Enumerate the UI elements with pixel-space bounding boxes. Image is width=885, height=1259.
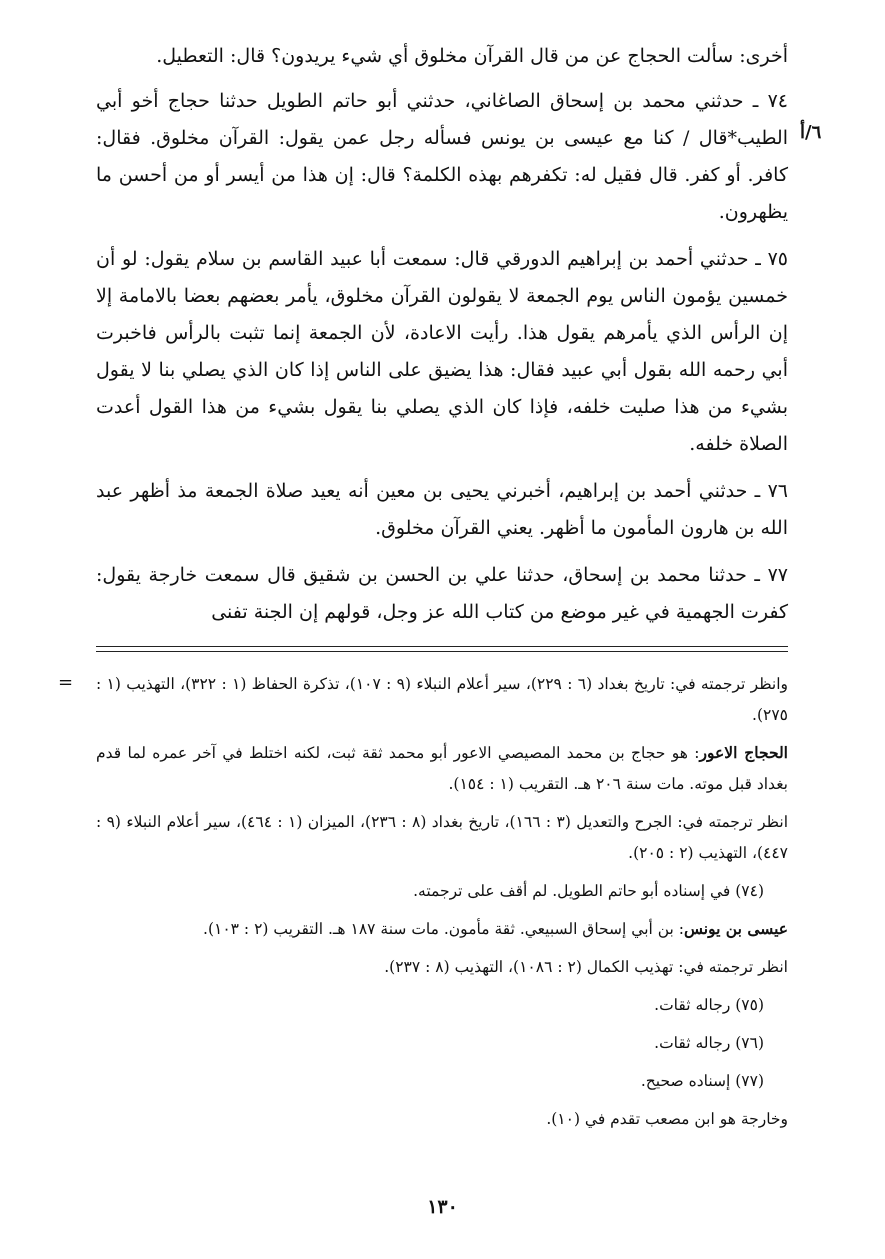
footnote-separator-line bbox=[96, 646, 788, 647]
margin-folio-reference: ٦/أ bbox=[800, 122, 822, 143]
footnote-item: انظر ترجمته في: الجرح والتعديل (٣ : ١٦٦)، تاريخ بغداد (٨ : ٢٣٦)، الميزان (١ : ٤٦٤)، سير أعلام النبلاء (٩ : ٤٤٧)، التهذيب (٢ : ٢٠٥). bbox=[96, 813, 789, 862]
footnote-item: وانظر ترجمته في: تاريخ بغداد (٦ : ٢٢٩)، سير أعلام النبلاء (٩ : ١٠٧)، تذكرة الحفاظ (١ : ٣٢٢)، التهذيب (١ : ٢٧٥). bbox=[96, 675, 789, 724]
paragraph-76: ٧٦ ـ حدثني أحمد بن إبراهيم، أخبرني يحيى بن معين أنه يعيد صلاة الجمعة مذ أظهر عبد الله بن هارون المأمون ما أظهر. يعني القرآن مخلوق. bbox=[96, 480, 788, 539]
footnote-item: انظر ترجمته في: تهذيب الكمال (٢ : ١٠٨٦)، التهذيب (٨ : ٢٣٧). bbox=[384, 958, 788, 976]
footnote-continuation-mark: = bbox=[58, 672, 74, 693]
footnote-item: عيسى بن يونس: بن أبي إسحاق السبيعي. ثقة مأمون. مات سنة ١٨٧ هـ. التقريب (٢ : ١٠٣). bbox=[203, 919, 788, 938]
footnote-item: (٧٥) رجاله ثقات. bbox=[654, 996, 764, 1014]
footnote-item: (٧٦) رجاله ثقات. bbox=[654, 1034, 764, 1052]
paragraph-75: ٧٥ ـ حدثني أحمد بن إبراهيم الدورقي قال: سمعت أبا عبيد القاسم بن سلام يقول: لو أن خمسين يؤمون الناس يوم الجمعة لا يقولون القرآن مخلوق، يأمر بعضهم بعضا بالامامة إلا إن الرأس الذي يأمرهم يقول هذا. رأيت الاعادة، لأن الجمعة إنما تثبت بالرأس فاخبرت أبي رحمه الله بقول أبي عبيد فقال: هذا يضيق على الناس إذا كان الذي يصلي بنا لا يقول بشيء من هذا صليت خلفه، فإذا كان الذي يصلي بنا يقول بشيء من هذا القول أعدت الصلاة خلفه. bbox=[96, 248, 788, 455]
footnote-item: (٧٧) إسناده صحيح. bbox=[640, 1072, 764, 1090]
paragraph-74: ٧٤ ـ حدثني محمد بن إسحاق الصاغاني، حدثني أبو حاتم الطويل حدثنا حجاج أخو أبي الطيب*قال / كنا مع عيسى بن يونس فسأله رجل عمن يقول: القرآن مخلوق. فقال: كافر. أو كفر. قال فقيل له: تكفرهم بهذه الكلمة؟ قال: إن هذا من أيسر أو من أحسن ما يظهرون. bbox=[96, 90, 788, 223]
footnote-item: وخارجة هو ابن مصعب تقدم في (١٠). bbox=[546, 1110, 788, 1128]
footnote-item: (٧٤) في إسناده أبو حاتم الطويل. لم أقف على ترجمته. bbox=[413, 882, 764, 900]
footnote-item: الحجاج الاعور: هو حجاج بن محمد المصيصي الاعور أبو محمد ثقة ثبت، لكنه اختلط في آخر عمره لما قدم بغداد قبل موته. مات سنة ٢٠٦ هـ. التقريب (١ : ١٥٤). bbox=[96, 743, 788, 793]
paragraph-continuation: أخرى: سألت الحجاج عن من قال القرآن مخلوق أي شيء يريدون؟ قال: التعطيل. bbox=[156, 45, 788, 67]
footnotes bbox=[96, 668, 788, 1141]
main-text bbox=[96, 38, 788, 641]
footnote-separator-line-2 bbox=[96, 651, 788, 652]
page-number: ١٣٠ bbox=[427, 1196, 458, 1218]
paragraph-77: ٧٧ ـ حدثنا محمد بن إسحاق، حدثنا علي بن الحسن بن شقيق قال سمعت خارجة يقول: كفرت الجهمية في غير موضع من كتاب الله عز وجل، قولهم إن الجنة تفنى bbox=[96, 564, 788, 623]
